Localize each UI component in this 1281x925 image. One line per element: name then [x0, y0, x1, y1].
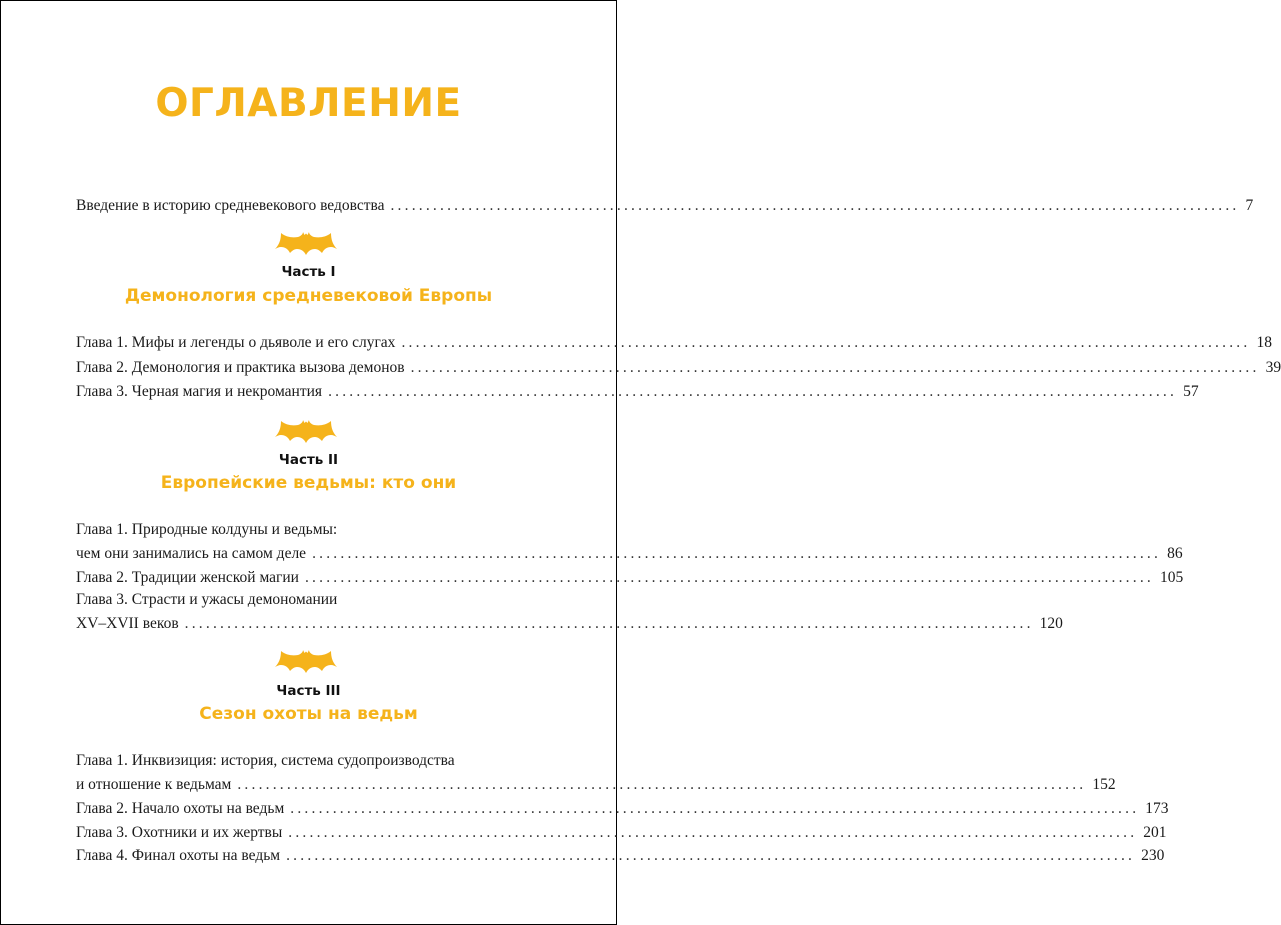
- toc-entry-line1[interactable]: [76, 520, 536, 540]
- toc-entry[interactable]: [76, 333, 1272, 353]
- toc-entry-label: Введение в историю средневекового ведовства: [76, 197, 385, 214]
- toc-page-number: 7: [1245, 197, 1254, 214]
- toc-entry-label: Глава 3. Страсти и ужасы демономании: [76, 591, 338, 608]
- toc-entry-line1[interactable]: [76, 590, 536, 610]
- dot-leader: ........................................................................................................................: [237, 776, 1087, 793]
- toc-entry[interactable]: [76, 614, 1063, 634]
- toc-entry-label: Глава 3. Черная магия и некромантия: [76, 383, 323, 400]
- toc-entry[interactable]: [76, 568, 1184, 588]
- toc-entry[interactable]: [76, 775, 1116, 795]
- part-2-label: Часть II: [278, 452, 339, 468]
- part-1-label: Часть I: [281, 264, 336, 280]
- dot-leader: ........................................................................................................................: [312, 545, 1162, 562]
- toc-entry[interactable]: [76, 823, 1167, 843]
- part-3-label: Часть III: [276, 683, 341, 699]
- toc-entry[interactable]: [76, 382, 1199, 402]
- toc-page-number: 201: [1143, 824, 1167, 841]
- dot-leader: ........................................................................................................................: [288, 824, 1138, 841]
- toc-page-number: 152: [1092, 776, 1116, 793]
- toc-page-number: 120: [1039, 615, 1063, 632]
- toc-entry-label: Глава 1. Мифы и легенды о дьяволе и его слугах: [76, 334, 396, 351]
- part-2-title[interactable]: Европейские ведьмы: кто они: [160, 473, 457, 493]
- toc-entry[interactable]: [76, 544, 1183, 564]
- dot-leader: ........................................................................................................................: [290, 800, 1140, 817]
- toc-page-number: 86: [1167, 545, 1183, 562]
- dot-leader: ........................................................................................................................: [184, 615, 1034, 632]
- toc-entry-label: Глава 1. Инквизиция: история, система судопроизводства: [76, 752, 455, 769]
- bat-icon: [275, 648, 337, 674]
- toc-entry-label-continued: чем они занимались на самом деле: [76, 545, 307, 562]
- toc-entry[interactable]: [76, 799, 1169, 819]
- toc-entry-intro[interactable]: [76, 196, 1254, 216]
- dot-leader: ........................................................................................................................: [410, 359, 1260, 376]
- toc-entry-line1[interactable]: [76, 751, 536, 771]
- part-3-title[interactable]: Сезон охоты на ведьм: [199, 704, 418, 724]
- toc-entry[interactable]: [76, 846, 1165, 866]
- bat-icon: [275, 230, 337, 256]
- dot-leader: ........................................................................................................................: [286, 847, 1136, 864]
- toc-page-number: 173: [1145, 800, 1169, 817]
- toc-entry-label-continued: XV–XVII веков: [76, 615, 179, 632]
- bat-icon: [275, 418, 337, 444]
- dot-leader: ........................................................................................................................: [304, 569, 1154, 586]
- toc-page-number: 230: [1141, 847, 1165, 864]
- toc-entry-label: Глава 2. Начало охоты на ведьм: [76, 800, 285, 817]
- toc-entry-label: Глава 4. Финал охоты на ведьм: [76, 847, 281, 864]
- toc-entry-label-continued: и отношение к ведьмам: [76, 776, 232, 793]
- dot-leader: ........................................................................................................................: [401, 334, 1251, 351]
- toc-entry[interactable]: [76, 358, 1281, 378]
- toc-entry-label: Глава 1. Природные колдуны и ведьмы:: [76, 521, 338, 538]
- dot-leader: ........................................................................................................................: [328, 383, 1178, 400]
- toc-page-number: 18: [1256, 334, 1272, 351]
- toc-page-number: 39: [1265, 359, 1281, 376]
- part-1-title[interactable]: Демонология средневековой Европы: [124, 286, 493, 306]
- toc-entry-label: Глава 2. Демонология и практика вызова демонов: [76, 359, 405, 376]
- toc-page-number: 105: [1159, 569, 1184, 586]
- toc-entry-label: Глава 3. Охотники и их жертвы: [76, 824, 283, 841]
- toc-page-number: 57: [1183, 383, 1199, 400]
- dot-leader: ........................................................................................................................: [390, 197, 1240, 214]
- page-title: ОГЛАВЛЕНИЕ: [155, 81, 462, 126]
- toc-entry-label: Глава 2. Традиции женской магии: [76, 569, 299, 586]
